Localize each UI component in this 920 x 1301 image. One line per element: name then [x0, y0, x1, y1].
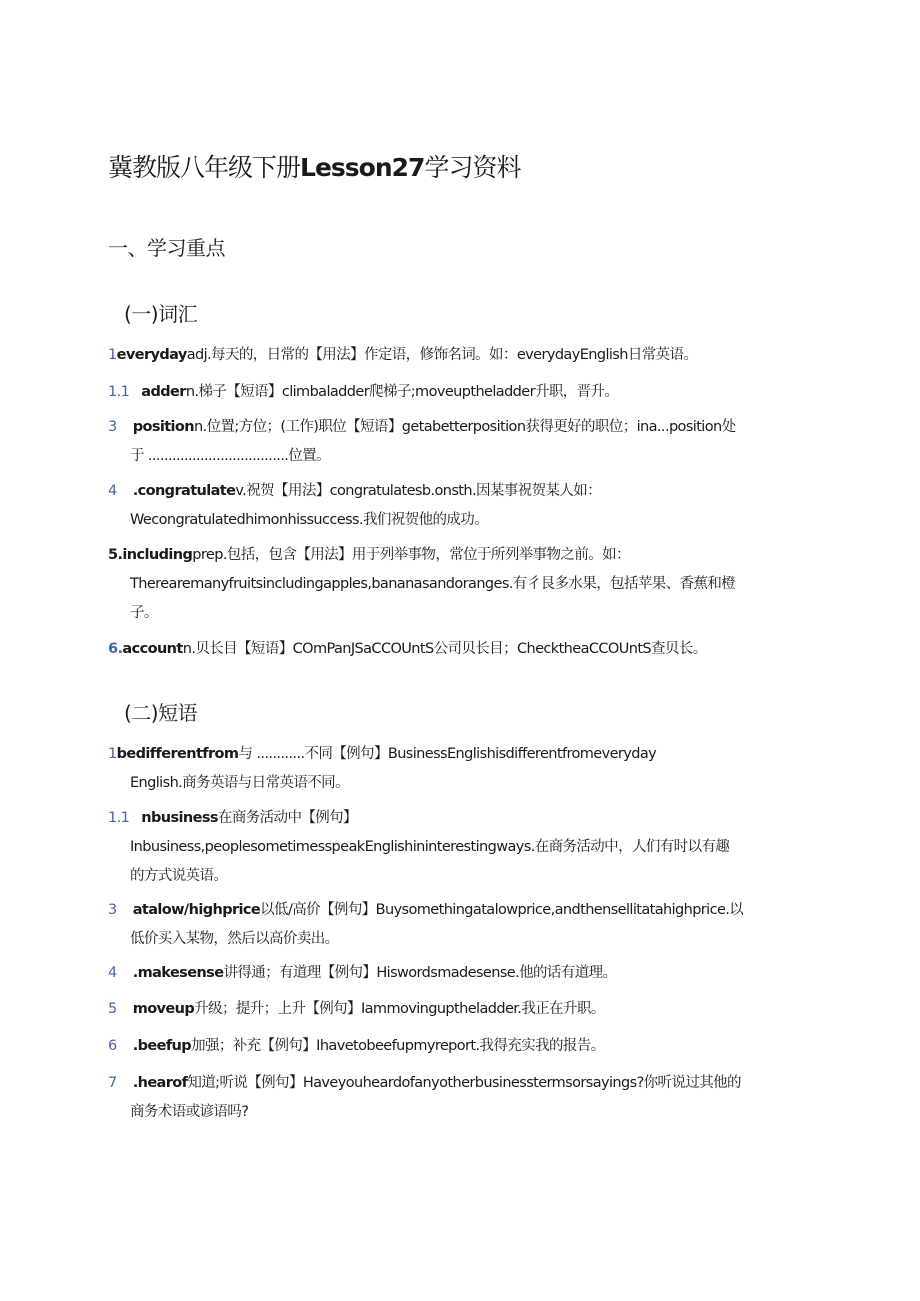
- entry-text: 讲得通；有道理【例句】Hiswordsmadesense.他的话有道理。: [223, 965, 617, 981]
- vocab-entry: [108, 341, 818, 370]
- entry-number: 6: [108, 1038, 117, 1054]
- entry-text: n.位置;方位；(工作)职位【短语】getabetterposition获得更好的职位；ina...position处: [194, 419, 736, 435]
- phrase-entry: [108, 1069, 818, 1127]
- entry-text: v.祝贺【用法】congratulatesb.onsth.因某事祝贺某人如：: [235, 483, 602, 499]
- entry-continuation: Inbusiness,peoplesometimesspeakEnglishininterestingways.在商务活动中，人们有时以有趣: [130, 839, 730, 855]
- section-heading-key-points: 一、学习重点: [108, 236, 225, 260]
- entry-term: .congratulate: [132, 483, 236, 499]
- phrase-entry: [108, 740, 818, 798]
- entry-continuation: 于 ...................................位置。: [130, 448, 330, 464]
- entry-text: 在商务活动中【例句】: [217, 810, 357, 826]
- entry-term: adder: [141, 384, 186, 400]
- vocab-entry: [108, 477, 818, 535]
- entry-continuation: Wecongratulatedhimonhissuccess.我们祝贺他的成功。: [130, 512, 489, 528]
- entry-text: 知道;听说【例句】Haveyouheardofanyotherbusinesstermsorsayings?你听说过其他的: [187, 1075, 741, 1091]
- entry-text: n.梯子【短语】climbaladder爬梯子;moveuptheladder升职，晋升。: [185, 384, 619, 400]
- entry-text: 加强；补充【例句】Ihavetobeefupmyreport.我得充实我的报告。: [191, 1038, 605, 1054]
- entry-text: prep.包括，包含【用法】用于列举事物，常位于所列举事物之前。如：: [192, 547, 630, 563]
- entry-continuation: 子。: [130, 605, 158, 621]
- entry-term: account: [122, 641, 183, 657]
- entry-term: atalow/highprice: [132, 902, 261, 918]
- phrase-entry: [108, 995, 818, 1024]
- entry-continuation: 的方式说英语。: [130, 868, 228, 884]
- entry-term: position: [132, 419, 195, 435]
- entry-number: 5.: [108, 547, 123, 563]
- entry-term: moveup: [132, 1001, 195, 1017]
- entry-number: 4: [108, 965, 117, 981]
- entry-number: 7: [108, 1075, 117, 1091]
- entry-continuation: English.商务英语与日常英语不同。: [130, 775, 349, 791]
- entry-continuation: 低价买入某物，然后以高价卖出。: [130, 931, 339, 947]
- phrase-entry: [108, 1032, 818, 1061]
- entry-term: .makesense: [132, 965, 224, 981]
- entry-number: 5: [108, 1001, 117, 1017]
- entry-number: 1: [108, 746, 117, 762]
- entry-number: 1.1: [108, 384, 130, 400]
- entry-text: 升级；提升；上升【例句】Iammovinguptheladder.我正在升职。: [194, 1001, 605, 1017]
- vocab-entry: [108, 635, 818, 664]
- entry-number: 1: [108, 347, 117, 363]
- subsection-heading-phrases: (二)短语: [124, 701, 198, 725]
- entry-number: 4: [108, 483, 117, 499]
- entry-term: .hearof: [132, 1075, 188, 1091]
- entry-term: including: [122, 547, 193, 563]
- entry-number: 3: [108, 419, 117, 435]
- entry-continuation: 商务术语或谚语吗?: [130, 1104, 249, 1120]
- entry-term: bedifferentfrom: [116, 746, 239, 762]
- phrase-entry: [108, 959, 818, 988]
- vocab-entry: [108, 378, 818, 407]
- entry-text: 以低/高价【例句】Buysomethingatalowprice,andthensellitatahighprice.以: [260, 902, 744, 918]
- phrase-entry: [108, 804, 818, 891]
- entry-continuation: Therearemanyfruitsincludingapples,bananasandoranges.有彳艮多水果，包括苹果、香蕉和橙: [130, 576, 736, 592]
- document-title: 冀教版八年级下册Lesson27学习资料: [108, 153, 521, 182]
- entry-number: 3: [108, 902, 117, 918]
- subsection-heading-vocab: (一)词汇: [124, 302, 198, 326]
- entry-term: everyday: [116, 347, 187, 363]
- entry-number: 6.: [108, 641, 123, 657]
- entry-number: 1.1: [108, 810, 130, 826]
- entry-text: adj.每天的，日常的【用法】作定语，修饰名词。如：everydayEnglish日常英语。: [186, 347, 698, 363]
- vocab-entry: [108, 413, 818, 471]
- entry-text: 与 ............不同【例句】BusinessEnglishisdifferentfromeveryday: [238, 746, 657, 762]
- phrase-entry: [108, 896, 818, 954]
- entry-text: n.贝长目【短语】COmPanJSaCCOUntS公司贝长目；ChecktheaCCOUntS查贝长。: [182, 641, 707, 657]
- vocab-entry: [108, 541, 818, 628]
- entry-term: .beefup: [132, 1038, 192, 1054]
- entry-term: nbusiness: [141, 810, 218, 826]
